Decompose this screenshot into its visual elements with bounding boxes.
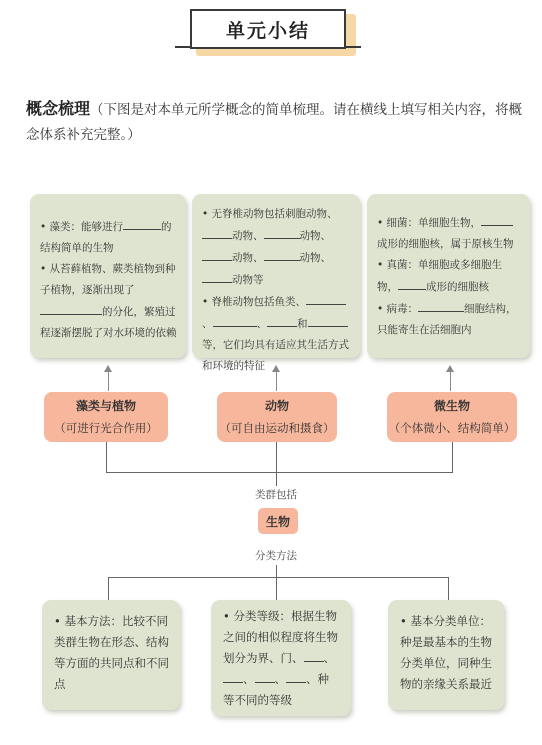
concept-box-animals: • 无脊椎动物包括刺胞动物、动物、 动物、动物、 动物、动物等 • 脊椎动物包括鱼类、、 、 和等，它们均具有适应其生活方式和环境的特征: [192, 194, 360, 358]
category-plants-note: （可进行光合作用）: [54, 421, 158, 435]
arrow-up-icon: [446, 365, 454, 372]
center-node-organisms: 生物: [258, 508, 298, 534]
category-microbes: [387, 392, 517, 442]
microbes-line3-suffix: 细胞结构，只能寄生在活细胞内: [377, 303, 517, 336]
arrow-line-animals: [276, 371, 277, 391]
plants-line1-prefix: • 藻类：能够进行: [40, 221, 124, 233]
connector-animals: [276, 442, 277, 472]
animals-blank-1[interactable]: [202, 225, 232, 239]
title-line-left: [175, 46, 190, 48]
concept-box-plants: [30, 194, 186, 358]
animals-blank-2[interactable]: [264, 225, 300, 239]
animals-blank-4[interactable]: [264, 247, 300, 261]
category-animals-note: （可自由运动和摄食）: [219, 421, 335, 435]
connector-center-top: [276, 472, 277, 486]
label-includes: 类群包括: [255, 489, 297, 501]
animals-blank-5[interactable]: [202, 269, 232, 283]
arrow-up-icon: [104, 365, 112, 372]
connector-center-bottom: [276, 565, 277, 577]
animals-and: 和: [297, 318, 308, 330]
levels-blank-1[interactable]: [304, 648, 324, 662]
concept-box-microbes: [367, 194, 530, 358]
animals-suffix-2c: 动物、: [299, 252, 331, 264]
plants-line2-prefix: • 从苔藓植物、蕨类植物到种子植物，逐渐出现了: [40, 263, 176, 296]
connector-horizontal-bottom: [108, 577, 448, 578]
plants-blank-1[interactable]: [123, 216, 161, 230]
animals-line2: • 脊椎动物包括鱼类、: [202, 296, 307, 308]
animals-blank-8[interactable]: [267, 313, 297, 327]
microbes-blank-3[interactable]: [418, 298, 464, 312]
animals-suffix-2a: 动物、: [299, 230, 331, 242]
arrow-line-microbes: [450, 371, 451, 391]
plants-line1-suffix: 的结构简单的生物: [40, 221, 172, 254]
animals-suffix-1: 动物、: [232, 230, 264, 242]
microbes-line2-suffix: 成形的细胞核: [426, 281, 489, 293]
levels-prefix: • 分类等级：根据生物之间的相似程度将生物划分为界、门、: [223, 609, 338, 665]
category-microbes-name: 微生物: [433, 399, 470, 413]
animals-blank-3[interactable]: [202, 247, 232, 261]
levels-sep-1: 、: [323, 651, 335, 665]
title-line-right: [346, 46, 361, 48]
plants-blank-2[interactable]: [40, 301, 102, 315]
box-basic-method: [42, 600, 180, 710]
category-microbes-note: （个体微小、结构简单）: [388, 421, 516, 435]
connector-levels: [276, 577, 277, 600]
basic-unit-text: • 基本分类单位：种是最基本的生物分类单位，同种生物的亲缘关系最近: [400, 614, 492, 691]
connector-unit: [448, 577, 449, 600]
connector-microbes: [452, 442, 453, 472]
microbes-line1-suffix: 成形的细胞核，属于原核生物: [377, 238, 514, 250]
microbes-blank-2[interactable]: [398, 276, 426, 290]
animals-blank-6[interactable]: [306, 291, 346, 305]
category-plants-name: 藻类与植物: [75, 399, 136, 413]
arrow-up-icon: [272, 365, 280, 372]
microbes-blank-1[interactable]: [481, 212, 513, 226]
animals-suffix-2b: 动物、: [232, 252, 264, 264]
microbes-line2: • 真菌：单细胞或多细胞生物，: [377, 259, 503, 293]
connector-horizontal-top: [106, 472, 453, 473]
levels-blank-2[interactable]: [223, 669, 243, 683]
animals-line3: 等，它们均具有适应其生活方式和环境的特征: [202, 339, 349, 372]
basic-method-text: • 基本方法：比较不同类群生物在形态、结构等方面的共同点和不同点: [54, 614, 169, 691]
category-plants: [44, 392, 168, 442]
animals-blank-9[interactable]: [308, 313, 348, 327]
plants-line2-suffix: 的分化，繁殖过程逐渐摆脱了对水环境的依赖: [40, 306, 177, 339]
category-animals: [217, 392, 337, 442]
intro-heading: 概念梳理: [26, 99, 91, 118]
connector-plants: [106, 442, 107, 472]
label-classification-method: 分类方法: [255, 550, 297, 562]
animals-line1: • 无脊椎动物包括刺胞动物、: [202, 208, 338, 220]
intro-text: （下图是对本单元所学概念的简单梳理。请在横线上填写相关内容，将概念体系补充完整。）: [26, 102, 523, 143]
levels-suffix-a: 、种 等: [223, 672, 329, 707]
levels-blank-3[interactable]: [255, 669, 275, 683]
arrow-line-plants: [108, 371, 109, 391]
animals-blank-7[interactable]: [213, 313, 257, 327]
box-classification-levels: [211, 600, 351, 716]
levels-suffix: 不同的等级: [234, 693, 292, 707]
levels-sep-2: 、: [243, 672, 255, 686]
box-basic-unit: [388, 600, 504, 710]
levels-blank-4[interactable]: [286, 669, 306, 683]
animals-suffix-3: 动物等: [232, 274, 264, 286]
category-animals-name: 动物: [264, 399, 289, 413]
levels-sep-3: 、: [274, 672, 286, 686]
microbes-line3: • 病毒：: [377, 303, 419, 315]
page-title: 单元小结: [190, 9, 346, 49]
connector-method: [108, 577, 109, 600]
microbes-line1: • 细菌：单细胞生物，: [377, 217, 482, 229]
intro-paragraph: [26, 96, 526, 148]
